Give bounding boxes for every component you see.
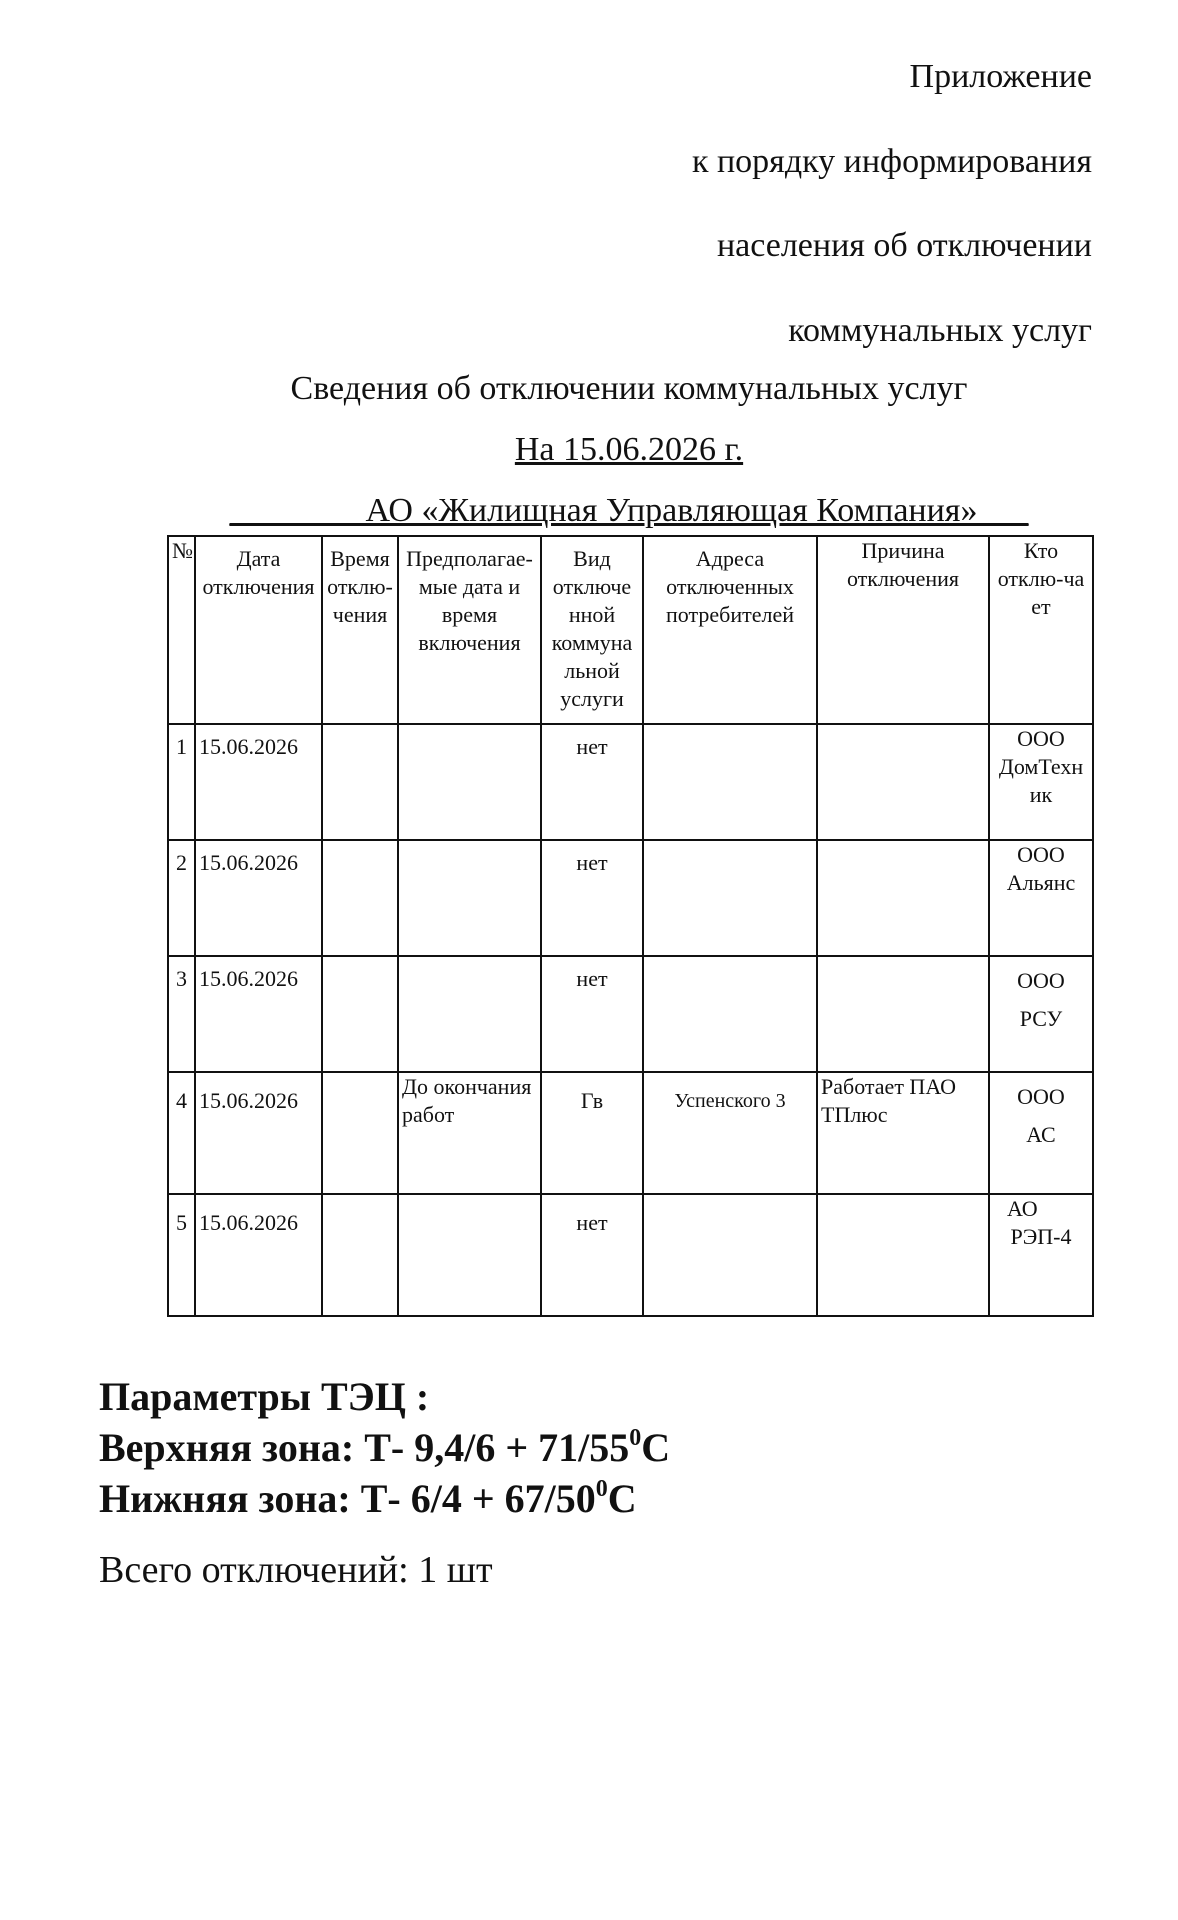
- col-header-service-type: Вид отключе нной коммуна льной услуги: [541, 536, 643, 724]
- row-who-line1: ООО: [1017, 1084, 1065, 1109]
- row-who-line2: Альянс: [1006, 870, 1076, 895]
- row-planned-restore: [398, 840, 541, 956]
- table-row: [168, 1194, 1093, 1316]
- col-header-planned-restore: Предполагае-мые дата и время включения: [398, 536, 541, 724]
- col-header-reason: Причина отключения: [817, 536, 989, 724]
- row-reason: [817, 1194, 989, 1316]
- row-planned-restore: [398, 724, 541, 840]
- row-who: [989, 956, 1093, 1072]
- row-addresses: [643, 956, 817, 1072]
- lower-zone-text: Нижняя зона: Т- 6/4 + 67/50: [99, 1476, 596, 1521]
- table-header-row: [168, 536, 1093, 724]
- row-service-type: нет: [541, 956, 643, 1072]
- appendix-line-3: населения об отключении: [716, 227, 1092, 264]
- row-num: 5: [168, 1194, 195, 1316]
- params-lower-zone: [99, 1474, 637, 1524]
- row-service-type: нет: [541, 840, 643, 956]
- row-time: [322, 1194, 398, 1316]
- appendix-line-4: коммунальных услуг: [788, 312, 1092, 349]
- row-who-line2: АС: [1026, 1122, 1056, 1147]
- row-reason: [817, 956, 989, 1072]
- organization-line: ________АО «Жилищная Управляющая Компания»___: [229, 492, 1029, 529]
- upper-zone-text: Верхняя зона: Т- 9,4/6 + 71/55: [99, 1425, 630, 1470]
- row-who-line2: РЭП-4: [1010, 1224, 1072, 1249]
- row-date: 15.06.2026: [195, 956, 322, 1072]
- appendix-line-2: к порядку информирования: [691, 143, 1092, 180]
- document-title: Сведения об отключении коммунальных услуг: [290, 370, 968, 407]
- row-date: 15.06.2026: [195, 1194, 322, 1316]
- row-time: [322, 724, 398, 840]
- row-num: 4: [168, 1072, 195, 1194]
- row-time: [322, 956, 398, 1072]
- row-who: [989, 840, 1093, 956]
- row-who-line2: ДомТехн ик: [998, 754, 1084, 807]
- row-planned-restore: [398, 1194, 541, 1316]
- row-planned-restore: [398, 956, 541, 1072]
- row-date: 15.06.2026: [195, 840, 322, 956]
- table-row: [168, 956, 1093, 1072]
- row-date: 15.06.2026: [195, 724, 322, 840]
- params-upper-zone: [99, 1423, 670, 1473]
- row-who-line1: ООО: [1017, 726, 1065, 751]
- col-header-time: Время отклю-чения: [322, 536, 398, 724]
- row-addresses: Успенского 3: [643, 1072, 817, 1194]
- row-addresses: [643, 724, 817, 840]
- row-who: [989, 1194, 1093, 1316]
- col-header-num: №: [168, 536, 195, 724]
- row-planned-restore: До окончания работ: [398, 1072, 541, 1194]
- row-num: 2: [168, 840, 195, 956]
- date-line: На 15.06.2026 г.: [514, 431, 744, 468]
- row-time: [322, 840, 398, 956]
- row-who-line1: ООО: [1017, 968, 1065, 993]
- row-reason: Работает ПАО ТПлюс: [817, 1072, 989, 1194]
- row-who: [989, 1072, 1093, 1194]
- row-who-line1: ООО: [1017, 842, 1065, 867]
- row-service-type: Гв: [541, 1072, 643, 1194]
- appendix-line-1: Приложение: [909, 58, 1092, 95]
- unit-text: С: [641, 1425, 671, 1470]
- row-service-type: нет: [541, 724, 643, 840]
- row-who-line1: АО: [1007, 1196, 1038, 1221]
- row-reason: [817, 724, 989, 840]
- row-who-line2: РСУ: [1019, 1006, 1063, 1031]
- row-addresses: [643, 1194, 817, 1316]
- col-header-date: Дата отключения: [195, 536, 322, 724]
- row-num: 1: [168, 724, 195, 840]
- row-reason: [817, 840, 989, 956]
- table-row: [168, 724, 1093, 840]
- row-date: 15.06.2026: [195, 1072, 322, 1194]
- col-header-who: Кто отклю-ча ет: [989, 536, 1093, 724]
- col-header-addresses: Адреса отключенных потребителей: [643, 536, 817, 724]
- total-outages: Всего отключений: 1 шт: [99, 1549, 493, 1591]
- row-time: [322, 1072, 398, 1194]
- row-who: [989, 724, 1093, 840]
- table-row: [168, 1072, 1093, 1194]
- row-service-type: нет: [541, 1194, 643, 1316]
- table-row: [168, 840, 1093, 956]
- params-title: Параметры ТЭЦ :: [99, 1374, 430, 1419]
- outage-table: [167, 535, 1094, 1317]
- degree-sup: 0: [629, 1425, 642, 1451]
- row-addresses: [643, 840, 817, 956]
- degree-sup: 0: [595, 1476, 608, 1502]
- unit-text: С: [607, 1476, 637, 1521]
- row-num: 3: [168, 956, 195, 1072]
